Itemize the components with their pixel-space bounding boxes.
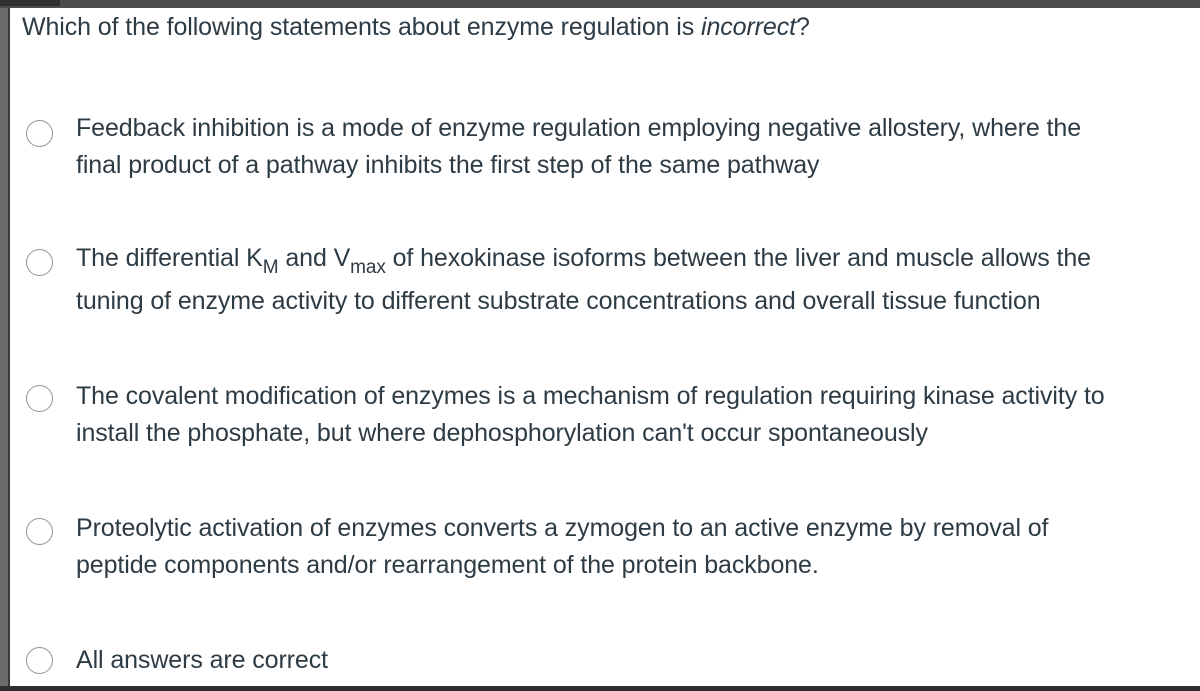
answer-option-3[interactable] — [26, 378, 1200, 458]
answer-option-2-text — [76, 237, 1091, 323]
answer-option-1-text — [76, 110, 1081, 184]
question-emphasis: incorrect — [700, 13, 796, 41]
window-top-bar — [0, 0, 1200, 8]
answer-option-2[interactable] — [26, 237, 1200, 325]
answer-option-4-line-2: peptide components and/or rearrangement of the protein backbone. — [76, 551, 819, 579]
quiz-question-panel — [8, 8, 1200, 686]
window-bottom-edge — [0, 686, 1200, 691]
answer-option-4-text — [76, 510, 1048, 584]
window-top-tab — [0, 0, 60, 6]
radio-button-5[interactable] — [26, 647, 53, 674]
answer-option-2-text-a: The differential K — [76, 244, 263, 272]
radio-button-3[interactable] — [26, 385, 53, 412]
answer-option-1-line-1: Feedback inhibition is a mode of enzyme regulation employing negative allostery, where the — [76, 114, 1082, 142]
answer-option-1[interactable] — [26, 110, 1200, 190]
km-subscript: M — [262, 257, 279, 278]
answer-option-4[interactable] — [26, 510, 1200, 590]
answer-option-5-text — [76, 642, 328, 679]
question-suffix: ? — [795, 13, 810, 41]
answer-option-3-text — [76, 378, 1105, 452]
answer-option-3-line-2: install the phosphate, but where dephosphorylation can't occur spontaneously — [76, 419, 928, 447]
radio-button-2[interactable] — [26, 249, 53, 276]
radio-button-4[interactable] — [26, 518, 53, 545]
answer-option-4-line-1: Proteolytic activation of enzymes converts a zymogen to an active enzyme by removal of — [76, 514, 1049, 542]
answer-option-2-line-1 — [76, 237, 1091, 280]
answer-option-2-text-c: of hexokinase isoforms between the liver and muscle allows the — [385, 244, 1091, 272]
answer-option-3-line-1: The covalent modification of enzymes is a mechanism of regulation requiring kinase activity to — [76, 382, 1105, 410]
vmax-subscript: max — [350, 257, 386, 278]
answer-option-5[interactable] — [26, 642, 1200, 682]
question-prefix: Which of the following statements about enzyme regulation is — [22, 13, 701, 41]
answer-option-2-line-2: tuning of enzyme activity to different substrate concentrations and overall tissue function — [76, 287, 1041, 315]
question-text — [22, 13, 810, 42]
radio-button-1[interactable] — [26, 120, 53, 147]
answer-option-1-line-2: final product of a pathway inhibits the first step of the same pathway — [76, 151, 820, 179]
answer-option-5-line-1: All answers are correct — [76, 646, 328, 674]
answer-option-2-text-b: and V — [278, 244, 351, 272]
